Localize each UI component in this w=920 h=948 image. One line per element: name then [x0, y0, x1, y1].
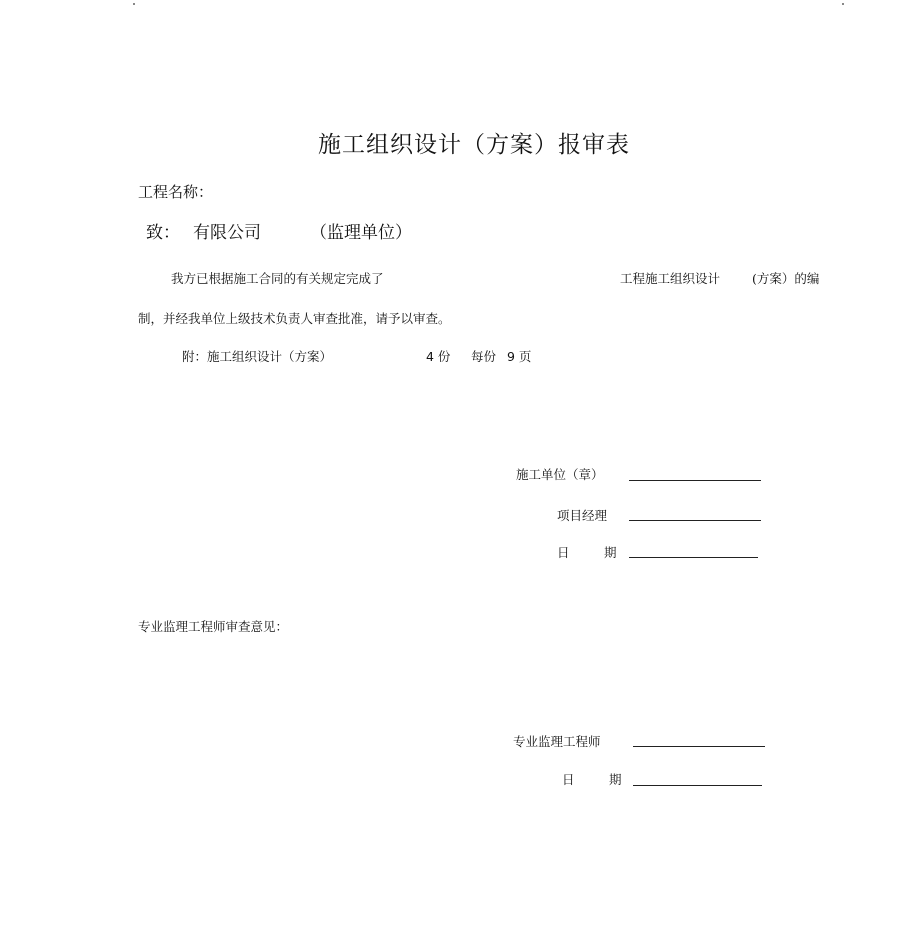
project-manager-signature-line[interactable] — [629, 520, 761, 521]
form-title: 施工组织设计（方案）报审表 — [318, 132, 630, 158]
body-line1-right: (方案）的编 — [752, 271, 820, 286]
body-line2: 制，并经我单位上级技术负责人审查批准，请予以审查。 — [138, 311, 451, 326]
body-line1-left: 我方已根据施工合同的有关规定完成了 — [171, 271, 384, 286]
project-name-label: 工程名称： — [138, 183, 214, 201]
body-line1-mid: 工程施工组织设计 — [620, 271, 721, 286]
supervisor-unit-label: （监理单位） — [310, 223, 412, 243]
company-name: 有限公司 — [193, 223, 261, 243]
supervisor-date-label-2: 期 — [609, 772, 622, 787]
to-label: 致： — [146, 223, 180, 243]
attachment-pages: 9 页 — [507, 349, 532, 364]
supervisor-opinion-label: 专业监理工程师审查意见： — [138, 619, 289, 634]
attachment-label: 附：施工组织设计（方案） — [182, 349, 333, 364]
corner-mark-right — [842, 3, 844, 5]
contractor-date-line[interactable] — [629, 557, 758, 558]
contractor-date-label-2: 期 — [604, 545, 617, 560]
attachment-copies: 4 份 — [426, 349, 451, 364]
supervisor-date-line[interactable] — [633, 785, 762, 786]
project-manager-label: 项目经理 — [557, 508, 608, 523]
contractor-unit-label: 施工单位（章） — [516, 467, 604, 482]
supervisor-engineer-label: 专业监理工程师 — [513, 734, 601, 749]
contractor-unit-signature-line[interactable] — [629, 480, 761, 481]
attachment-per: 每份 — [471, 349, 497, 364]
supervisor-engineer-signature-line[interactable] — [633, 746, 765, 747]
supervisor-date-label-1: 日 — [562, 772, 575, 787]
corner-mark-left — [133, 3, 135, 5]
contractor-date-label-1: 日 — [557, 545, 570, 560]
